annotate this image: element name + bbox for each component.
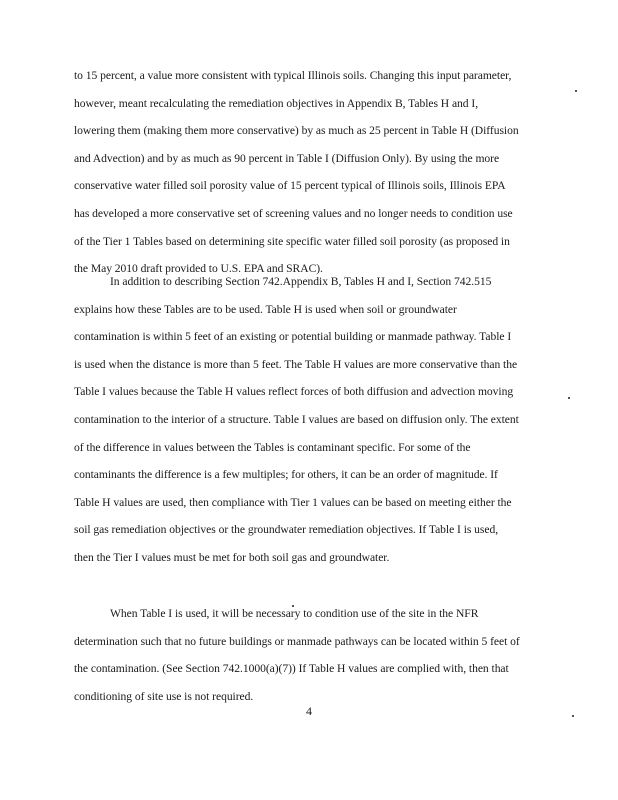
- scan-speck: [572, 715, 574, 717]
- text-line: contamination to the interior of a structure. Table I values are based on diffusion only. The extent: [74, 412, 519, 426]
- scan-speck: [575, 90, 577, 92]
- paragraph-2: [74, 268, 544, 572]
- text-line: and Advection) and by as much as 90 percent in Table I (Diffusion Only). By using the more: [74, 151, 500, 165]
- text-line: then the Tier I values must be met for both soil gas and groundwater.: [74, 550, 390, 564]
- page-number: 4: [306, 704, 312, 718]
- text-line: is used when the distance is more than 5 feet. The Table H values are more conservative than the: [74, 357, 518, 371]
- paragraph-1: [74, 62, 544, 283]
- text-line: the May 2010 draft provided to U.S. EPA and SRAC).: [74, 262, 323, 276]
- text-line: of the Tier 1 Tables based on determining site specific water filled soil porosity (as proposed in: [74, 234, 510, 248]
- text-line: Table I values because the Table H values reflect forces of both diffusion and advection moving: [74, 385, 514, 399]
- text-line: lowering them (making them more conservative) by as much as 25 percent in Table H (Diffusion: [74, 124, 519, 138]
- scan-speck: [568, 397, 570, 399]
- scan-speck: [292, 605, 294, 607]
- text-line: conservative water filled soil porosity value of 15 percent typical of Illinois soils, Illinois EPA: [74, 179, 506, 193]
- text-line: to 15 percent, a value more consistent with typical Illinois soils. Changing this input parameter,: [74, 69, 512, 82]
- paragraph-3: [74, 600, 544, 710]
- text-line: contaminants the difference is a few multiples; for others, it can be an order of magnitude. If: [74, 468, 498, 482]
- text-line: explains how these Tables are to be used. Table H is used when soil or groundwater: [74, 302, 457, 316]
- text-line: conditioning of site use is not required.: [74, 689, 254, 703]
- text-line: In addition to describing Section 742.Appendix B, Tables H and I, Section 742.515: [110, 275, 492, 288]
- text-line: Table H values are used, then compliance with Tier 1 values can be based on meeting either the: [74, 495, 512, 509]
- text-line: however, meant recalculating the remediation objectives in Appendix B, Tables H and I,: [74, 96, 479, 110]
- text-line: the contamination. (See Section 742.1000(a)(7)) If Table H values are complied with, then that: [74, 662, 509, 676]
- text-line: of the difference in values between the Tables is contaminant specific. For some of the: [74, 440, 471, 454]
- text-line: contamination is within 5 feet of an existing or potential building or manmade pathway. Table I: [74, 330, 512, 344]
- text-line: When Table I is used, it will be necessary to condition use of the site in the NFR: [110, 607, 479, 620]
- text-line: soil gas remediation objectives or the groundwater remediation objectives. If Table I is used,: [74, 523, 499, 537]
- text-line: determination such that no future buildings or manmade pathways can be located within 5 feet of: [74, 634, 520, 648]
- text-line: has developed a more conservative set of screening values and no longer needs to condition use: [74, 206, 513, 220]
